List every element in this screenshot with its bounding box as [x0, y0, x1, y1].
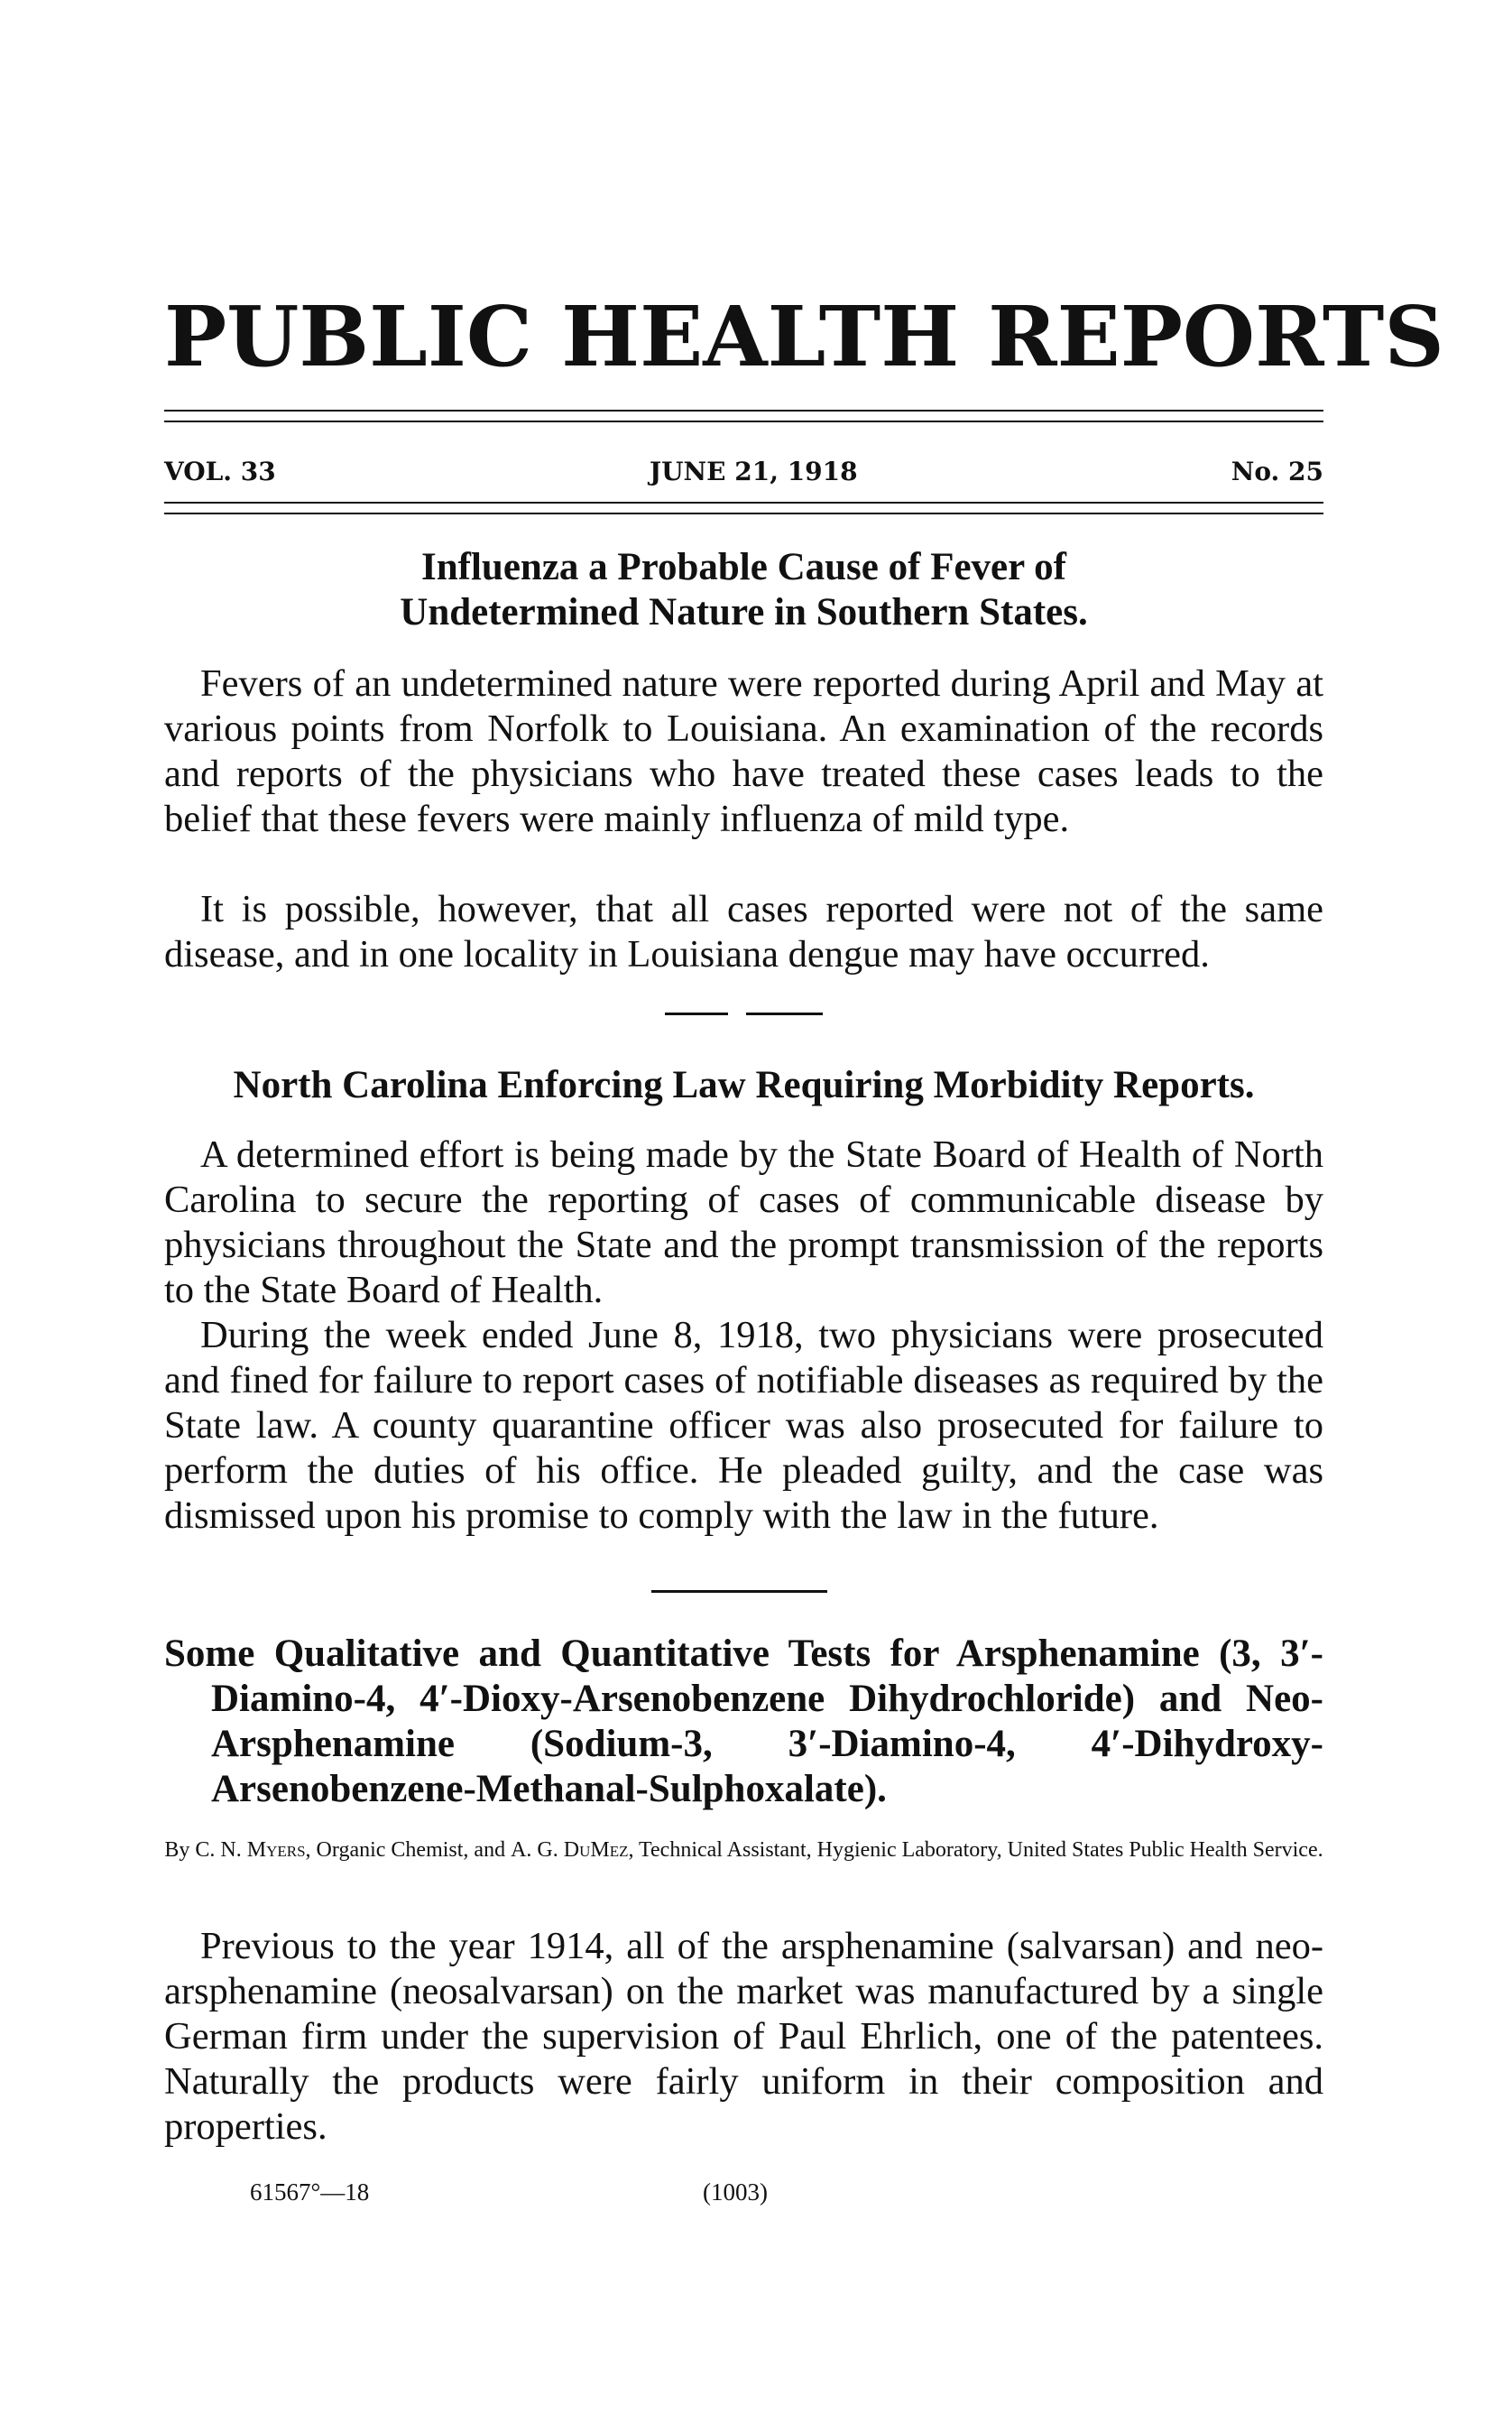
- byline-author: C. N. Myers: [195, 1838, 306, 1862]
- masthead-rule-bottom-2: [164, 513, 1323, 514]
- article-heading-influenza: Influenza a Probable Cause of Fever of Undetermined Nature in Southern States.: [400, 546, 1088, 634]
- page-footer: [164, 2178, 1323, 2215]
- byline-role: , Organic Chemist, and: [305, 1838, 512, 1862]
- article-paragraph: During the week ended June 8, 1918, two physicians were prosecuted and fined for failure to report cases of notifiable diseases as required by the State law. A county quarantine officer was also prosecuted for failure to perform the duties of his office. He pleaded guilty, and the case was dismissed upon his promise to comply with the law in the future.: [164, 1314, 1323, 1537]
- masthead-rule-top-2: [164, 421, 1323, 422]
- section-divider-short: [665, 1013, 728, 1015]
- document-page: [164, 0, 1444, 2414]
- byline-author: A. G. DuMez: [511, 1838, 629, 1862]
- article-paragraph: It is possible, however, that all cases reported were not of the same disease, and in one locality in Louisiana dengue may have occurred.: [164, 888, 1323, 976]
- byline: [164, 1836, 1323, 1864]
- article-heading-north-carolina: North Carolina Enforcing Law Requiring Morbidity Reports.: [233, 1064, 1255, 1106]
- byline-by: By: [164, 1838, 190, 1862]
- issue-number: No. 25: [1231, 456, 1323, 486]
- article-paragraph: Fevers of an undetermined nature were reported during April and May at various points from Norfolk to Louisiana. An examination of the records and reports of the physicians who have treated these cases leads to the belief that these fevers were mainly influenza of mild type.: [164, 662, 1323, 840]
- article-heading-arsphenamine: Some Qualitative and Quantitative Tests for Arsphenamine (3, 3′-Diamino-4, 4′-Dioxy-Arsenobenzene Dihydrochloride) and Neo-Arsphenamine (Sodium-3, 3′-Diamino-4, 4′-Dihydroxy-Arsenobenzene-Methanal-Sulphoxalate).: [164, 1632, 1323, 1810]
- journal-title: PUBLIC HEALTH REPORTS: [164, 288, 1444, 385]
- masthead-rule-bottom-1: [164, 502, 1323, 504]
- print-code: 61567°—18: [250, 2178, 370, 2206]
- masthead-rule-top-1: [164, 410, 1323, 412]
- byline-role: , Technical Assistant, Hygienic Laboratory, United States Public Health Service.: [628, 1838, 1323, 1862]
- article-paragraph: A determined effort is being made by the State Board of Health of North Carolina to secure the reporting of cases of communicable disease by physicians throughout the State and the prompt transmission of the reports to the State Board of Health.: [164, 1133, 1323, 1311]
- section-divider: [651, 1590, 827, 1593]
- issue-line: [164, 453, 1323, 489]
- issue-date: JUNE 21, 1918: [649, 456, 858, 486]
- article-paragraph: Previous to the year 1914, all of the arsphenamine (salvarsan) and neo-arsphenamine (neosalvarsan) on the market was manufactured by a single German firm under the supervision of Paul Ehrlich, one of the patentees. Naturally the products were fairly uniform in their composition and properties.: [164, 1925, 1323, 2148]
- volume-label: VOL. 33: [164, 456, 276, 486]
- section-divider-short: [746, 1013, 823, 1015]
- page-number: (1003): [703, 2178, 768, 2206]
